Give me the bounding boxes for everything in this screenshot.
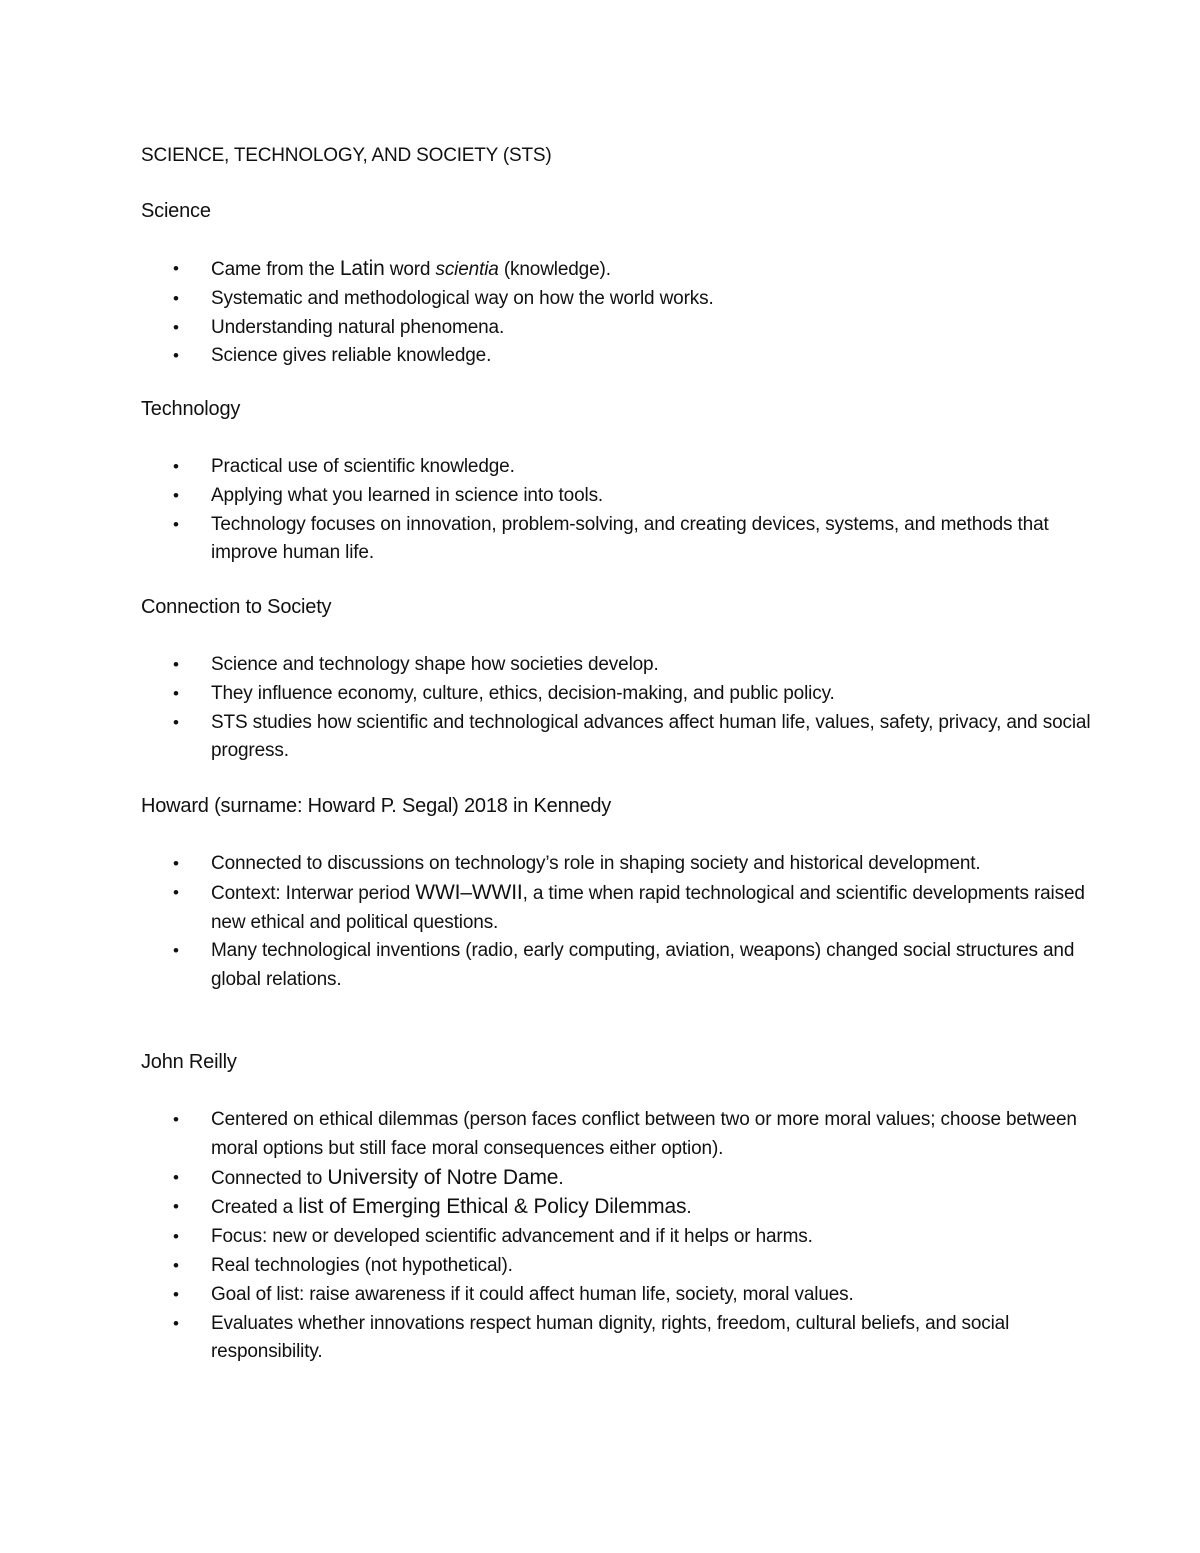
dilemmas-list-term: list of Emerging Ethical & Policy Dilemmas bbox=[298, 1195, 687, 1219]
list-item: • Applying what you learned in science into tools. bbox=[0, 482, 1091, 511]
heading-john-reilly: John Reilly bbox=[141, 1051, 237, 1073]
bullet: • bbox=[173, 1110, 179, 1129]
bullet: • bbox=[173, 655, 179, 674]
list-item: • Science gives reliable knowledge. bbox=[0, 342, 1091, 371]
bullet: • bbox=[173, 288, 179, 308]
list-item: • Real technologies (not hypothetical). bbox=[0, 1252, 1091, 1281]
list-item: • Many technological inventions (radio, early computing, aviation, weapons) changed social structures and global relations. bbox=[0, 937, 1091, 995]
list-item: • Connected to University of Notre Dame. bbox=[0, 1164, 1091, 1194]
bullet: • bbox=[173, 457, 179, 476]
list-connection bbox=[0, 651, 1200, 766]
list-item: • Practical use of scientific knowledge. bbox=[0, 453, 1091, 482]
bullet: • bbox=[173, 1167, 179, 1187]
list-item: • They influence economy, culture, ethics, decision-making, and public policy. bbox=[0, 680, 1091, 709]
bullet: • bbox=[173, 485, 179, 505]
list-item: • Evaluates whether innovations respect human dignity, rights, freedom, cultural beliefs, and social responsibility. bbox=[0, 1310, 1091, 1368]
bullet: • bbox=[173, 882, 179, 902]
wwi-wwii-term: WWI–WWII bbox=[415, 880, 523, 904]
list-howard bbox=[0, 850, 1200, 995]
list-item: • Systematic and methodological way on how the world works. bbox=[0, 285, 1091, 314]
heading-technology: Technology bbox=[141, 398, 241, 420]
latin-term: Latin bbox=[339, 257, 385, 280]
bullet: • bbox=[173, 941, 179, 961]
list-item: • Technology focuses on innovation, problem-solving, and creating devices, systems, and methods that improve human life. bbox=[0, 511, 1091, 569]
list-item: • Centered on ethical dilemmas (person faces conflict between two or more moral values; choose between moral options but still face moral consequences either option). bbox=[0, 1106, 1091, 1164]
heading-howard: Howard (surname: Howard P. Segal) 2018 in Kennedy bbox=[141, 795, 612, 817]
list-item: • Context: Interwar period WWI–WWII, a time when rapid technological and scientific developments raised new ethical and political questions. bbox=[173, 880, 1085, 933]
bullet: • bbox=[173, 1227, 179, 1247]
list-item: • Connected to discussions on technology’s role in shaping society and historical development. bbox=[0, 850, 1091, 879]
list-item: • STS studies how scientific and technological advances affect human life, values, safety, privacy, and social progress. bbox=[0, 709, 1091, 767]
heading-connection-to-society: Connection to Society bbox=[141, 596, 332, 618]
bullet: • bbox=[173, 317, 179, 337]
bullet: • bbox=[173, 1284, 179, 1304]
list-technology bbox=[0, 453, 1200, 568]
bullet: • bbox=[173, 712, 179, 732]
scientia-term: scientia bbox=[435, 259, 499, 280]
bullet: • bbox=[173, 1255, 179, 1275]
list-item: • Focus: new or developed scientific advancement and if it helps or harms. bbox=[0, 1223, 1091, 1252]
bullet: • bbox=[173, 1197, 179, 1217]
document-title: SCIENCE, TECHNOLOGY, AND SOCIETY (STS) bbox=[141, 145, 552, 166]
list-reilly bbox=[0, 1106, 1200, 1367]
list-science bbox=[0, 255, 1200, 371]
bullet: • bbox=[173, 1313, 179, 1333]
bullet: • bbox=[173, 514, 179, 534]
list-item: • Understanding natural phenomena. bbox=[0, 314, 1091, 343]
notre-dame-term: University of Notre Dame bbox=[327, 1165, 559, 1189]
bullet: • bbox=[173, 683, 179, 703]
bullet: • bbox=[173, 854, 179, 873]
heading-science: Science bbox=[141, 200, 211, 222]
list-item: • Goal of list: raise awareness if it could affect human life, society, moral values. bbox=[0, 1281, 1091, 1310]
list-item: • Came from the Latin word scientia (knowledge). bbox=[0, 255, 1091, 285]
list-item: • Created a list of Emerging Ethical & Policy Dilemmas. bbox=[0, 1193, 1091, 1223]
list-item: • Science and technology shape how societies develop. bbox=[0, 651, 1091, 680]
bullet: • bbox=[173, 259, 179, 278]
bullet: • bbox=[173, 346, 179, 366]
